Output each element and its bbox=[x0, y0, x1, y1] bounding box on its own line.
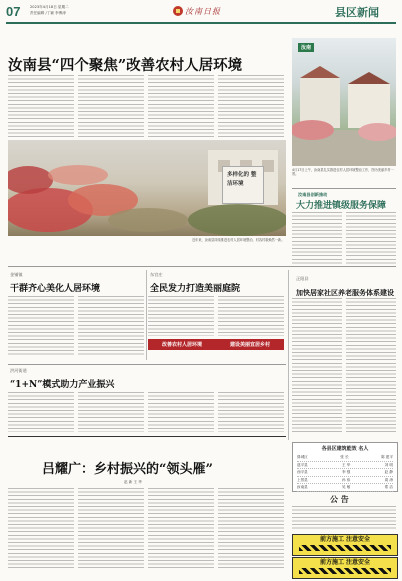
table-cell: 西平县 bbox=[297, 470, 308, 474]
lead-body-col-2 bbox=[78, 75, 144, 137]
table-cell: 吴 敏 bbox=[342, 485, 351, 489]
middle-top-rule bbox=[8, 266, 396, 267]
lead-photo-caption: 近年来，汝南县持续推进农村人居环境整治，村容村貌焕然一新。 bbox=[192, 238, 285, 242]
banner-left-text: 改善农村人居环境 bbox=[161, 342, 202, 348]
construction-ad-1-title: 前方施工 注意安全 bbox=[319, 536, 371, 543]
middle-left-body-2 bbox=[78, 296, 144, 356]
table-row bbox=[297, 454, 393, 462]
table-row bbox=[297, 469, 393, 477]
lower-body-1 bbox=[8, 392, 74, 432]
table-cell: 遂平县 bbox=[297, 462, 308, 467]
section-title: 县区新闻 bbox=[335, 6, 379, 19]
right-photo-caption: 4月17日上午，汝南县扎实推进农村人居环境整治工作，图为美丽乡村一景。 bbox=[292, 168, 394, 177]
photo-caption-block bbox=[222, 166, 264, 204]
lead-body-col-3 bbox=[148, 75, 214, 137]
masthead-rule bbox=[6, 22, 396, 24]
lower-body-4 bbox=[218, 392, 284, 432]
notice-body bbox=[292, 506, 396, 530]
middle-right-kicker: 东官庄 bbox=[150, 272, 163, 277]
lower-body-2 bbox=[78, 392, 144, 432]
construction-ad-2 bbox=[292, 557, 398, 579]
table-cell: 张 长 bbox=[340, 455, 349, 459]
lead-headline: 汝南县“四个聚焦”改善农村人居环境 bbox=[8, 57, 243, 74]
editor-line: 责任编辑 /丁颖 李博涛 bbox=[30, 11, 66, 15]
bottom-byline: 赵 新 王 华 bbox=[124, 480, 142, 484]
middle-left-kicker: 金铺镇 bbox=[10, 272, 23, 277]
table-cell: 上蔡县 bbox=[297, 477, 308, 482]
lower-headline: “1+N”模式助力产业振兴 bbox=[10, 380, 115, 390]
table-cell: 驿城区 bbox=[297, 455, 308, 459]
bottom-body-2 bbox=[78, 488, 144, 570]
far-right-headline: 加快居家社区养老服务体系建设 bbox=[296, 288, 394, 297]
right-body-2 bbox=[346, 212, 396, 264]
table-cell: 赵 静 bbox=[384, 470, 393, 474]
lead-body-col-4 bbox=[218, 75, 284, 137]
award-table-rows bbox=[293, 452, 397, 494]
middle-right-headline: 全民发力打造美丽庭院 bbox=[150, 284, 241, 294]
construction-ad-2-title: 前方施工 注意安全 bbox=[319, 559, 371, 566]
construction-stripes-1 bbox=[299, 545, 391, 551]
middle-divider-2 bbox=[288, 270, 289, 440]
table-cell: 周 涛 bbox=[384, 477, 393, 482]
right-body-1 bbox=[292, 212, 342, 264]
middle-divider-1 bbox=[146, 270, 147, 360]
right-kicker: 汝南县创新推动 bbox=[298, 192, 328, 197]
table-cell: 孙 伟 bbox=[342, 477, 351, 482]
bottom-body-4 bbox=[218, 488, 284, 570]
banner-right-text: 建设美丽宜居乡村 bbox=[229, 342, 270, 348]
right-headline: 大力推进镇级服务保障 bbox=[296, 201, 387, 211]
table-cell: 王 华 bbox=[342, 462, 351, 467]
far-right-kicker: 正阳县 bbox=[296, 276, 309, 281]
table-cell: 刘 明 bbox=[384, 462, 393, 467]
lower-body-3 bbox=[148, 392, 214, 432]
middle-left-body-1 bbox=[8, 296, 74, 356]
date-line: 2023年4月18日 星期二 bbox=[30, 5, 69, 9]
right-divider bbox=[292, 188, 396, 189]
photo-caption-block-text: 多样化的 整洁环境 bbox=[227, 172, 257, 187]
table-row bbox=[297, 462, 393, 470]
table-cell: 郑 洁 bbox=[384, 485, 393, 489]
bottom-top-rule bbox=[8, 436, 286, 437]
bottom-body-1 bbox=[8, 488, 74, 570]
middle-banner bbox=[148, 339, 284, 350]
middle-right-body-2 bbox=[218, 296, 284, 336]
table-row bbox=[297, 477, 393, 485]
paper-name: 汝南日报 bbox=[185, 7, 221, 16]
table-cell: 汝南县 bbox=[297, 485, 308, 489]
page-number: 07 bbox=[6, 4, 21, 19]
table-cell: 陈 建平 bbox=[381, 455, 393, 459]
award-table bbox=[292, 442, 398, 492]
far-right-body-2 bbox=[346, 298, 396, 434]
table-cell: 李 强 bbox=[342, 470, 351, 474]
middle-right-body-1 bbox=[148, 296, 214, 336]
lead-body-col-1 bbox=[8, 75, 74, 137]
bottom-body-3 bbox=[148, 488, 214, 570]
lead-photo bbox=[8, 140, 286, 236]
lower-kicker: 洪河街道 bbox=[10, 368, 27, 373]
table-row bbox=[297, 484, 393, 492]
bottom-headline: 吕耀广：乡村振兴的“领头雁” bbox=[42, 462, 213, 477]
right-photo-brand: 汝南 bbox=[298, 43, 314, 52]
construction-stripes-2 bbox=[299, 568, 391, 574]
notice-title: 公 告 bbox=[330, 494, 349, 504]
village-street-photo bbox=[292, 38, 396, 166]
right-photo bbox=[292, 38, 396, 166]
construction-ad-1 bbox=[292, 534, 398, 556]
lower-top-rule bbox=[8, 364, 286, 365]
award-table-title: 各县区建筑能效 名人 bbox=[321, 446, 369, 452]
middle-left-headline: 干群齐心美化人居环境 bbox=[10, 284, 101, 294]
far-right-body-1 bbox=[292, 298, 342, 434]
paper-logo bbox=[172, 3, 232, 19]
